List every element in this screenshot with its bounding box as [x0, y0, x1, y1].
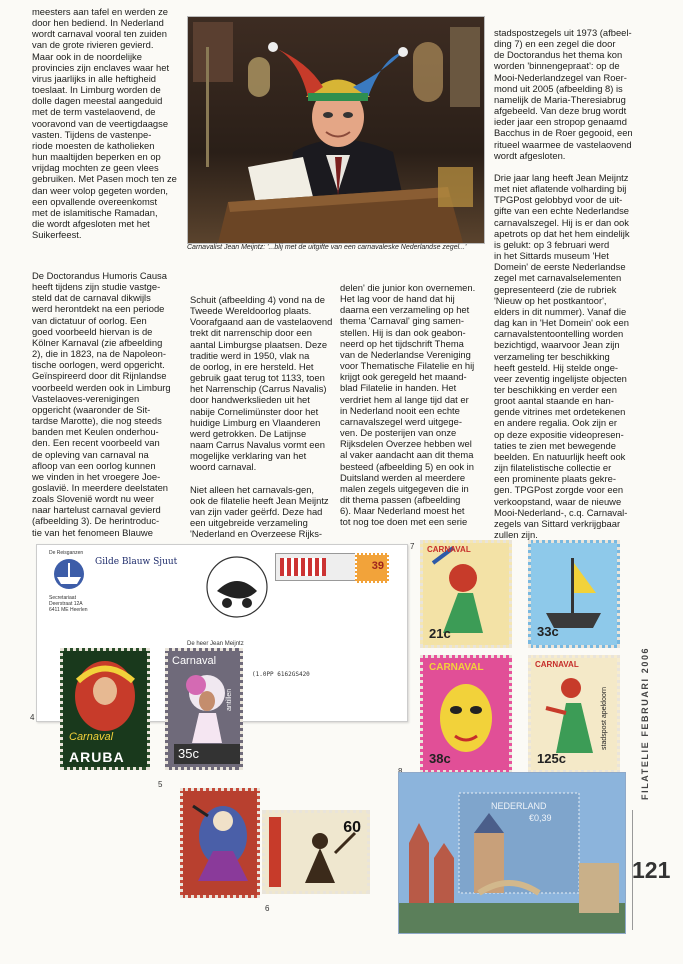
sheet-country: NEDERLAND: [491, 801, 547, 811]
stamp-antillen-title: Carnaval: [172, 655, 217, 667]
barcode-text: (1.0PP 6162GS420: [252, 671, 310, 678]
column-4-top-text: stadspostzegels uit 1973 (afbeel- ding 7) en een zegel die door de Doctorandus het thema kon worden 'binnengepraat': op de Mooi-Nederlandzegel van Roer- mond uit 2005 (afbeelding 8) is namelijk de Maria-Theresiabrug afgebeeld. Van deze brug wordt ieder jaar een stropop genaamd Bacchus in de Roer gegooid, een ritueel waarmee de vastelaovend wordt afgesloten.: [494, 27, 633, 161]
stamp-21c-title: CARNAVAL: [427, 545, 471, 554]
column-2-text: Schuit (afbeelding 4) vond na de Tweede Wereldoorlog plaats. Voorafgaand aan de vastelaovend trekt dit narrenschip door een aantal Limburgse plaatsen. Deze traditie werd in 1950, vlak na de oorlog, in ere hersteld. Het gebruik gaat terug tot 1133, toen het Narrenschip (Carrus Navalis) door handwerkslieden uit het nabije Cornelimünster door het huidige Limburg en Vlaanderen werd getrokken. De Latijnse naam Carrus Navalus vormt een mogelijke verklaring van het woord carnaval. Niet alleen het carnavals-gen, ook de filatelie heeft Jean Meijntz van zijn vader geërfd. Deze had een uitgebreide verzameling 'Nederland en Overzeese Rijks-: [190, 294, 333, 540]
stamp-38c-value: 38c: [429, 751, 451, 766]
stamp-aruba-word: Carnaval: [69, 731, 114, 743]
stamp-125c-title: CARNAVAL: [535, 660, 579, 669]
stamp-apeldoorn-33c: [528, 540, 620, 648]
stamp-antillen: [165, 648, 243, 770]
running-footer: FILATELIE FEBRUARI 2006: [640, 646, 650, 800]
mooi-nederland-sheet: [398, 772, 626, 934]
figure-number-4: 4: [30, 713, 35, 722]
franking-stamp: [355, 553, 389, 583]
figure-number-5: 5: [158, 780, 163, 789]
franking-value: 39: [371, 560, 384, 572]
stamp-38c-title: CARNAVAL: [429, 662, 484, 673]
sender-title: Gilde Blauw Sjuut: [95, 557, 178, 567]
column-4-bottom-text: Drie jaar lang heeft Jean Meijntz met niet aflatende volharding bij TPGPost gelobbyd voor de uit- gifte van een echte Nederlandse carnavalszegel. Hij is er dan ook apetrots op dat het hem eindelijk is gelukt: op 3 februari werd in het Sittards museum 'Het Domein' de eerste Nederlandse zegel met carnavalselementen gepresenteerd (zie de rubriek 'Nieuw op het postkantoor', elders in dit nummer). Vanaf die dag kan in 'Het Domein' ook een carnavalstentoontelling worden bezichtigd, waarvoor Jean zijn verzameling ter beschikking heeft gesteld. Hij stelde onge- veer zeventig ingelijste objecten ter beschikking en verder een groot aantal staande en han- gende vitrines met ordetekenen en andere regalia. Ook zijn er op deze expositie videopresen- taties te zien met bewegende beelden. En natuurlijk heeft ook zijn filatelistische collectie er een prominente plaats gekre- gen. TPGPost zorgde voor een verkoopstand, waar de nieuwe Mooi-Nederland-, c.q. Carnaval- zegels van Sittard verkrijgbaar zullen zijn.: [494, 172, 630, 540]
stamp-german-1-art: [183, 791, 257, 895]
figure-number-7: 7: [410, 542, 415, 551]
sheet-value: €0,39: [529, 813, 552, 823]
photo-jean-meijntz: [187, 16, 485, 244]
stamp-aruba-country: ARUBA: [69, 749, 125, 765]
stamp-antillen-value: 35c: [178, 746, 199, 761]
column-1-bottom-text: De Doctorandus Humoris Causa heeft tijdens zijn studie vastge- steld dat de carnaval dikwijls werd herontdekt na een periode van dictatuur of oorlog. Een goed voorbeeld hiervan is de Kölner Karnaval (zie afbeelding 2), die in 1823, na de Napoleon- tische oorlogen, werd opgericht. Geïnspireerd door dit Rijnlandse voorbeeld werden ook in Limburg Vastelaoves-verenigingen opgericht (waaronder de Sit- tardse Marotte), die nog steeds banden met Keulen onderhou- den. Een recent voorbeeld van de opleving van carnaval na afloop van een oorlog kunnen we vinden in het vroegere Joe- goslavië. In meerdere deelstaten zoals Slovenië wordt nu weer naar hartelust carnaval gevierd (afbeelding 3). De herintroduc- tie van het fenomeen Blauwe: [32, 270, 171, 538]
ship-logo-icon: [49, 557, 89, 591]
stamp-antillen-country: antillen: [226, 688, 233, 711]
page-number: 121: [632, 857, 671, 883]
sender-org: De Reisganzen: [49, 550, 84, 556]
stamp-apeldoorn-125c: [528, 655, 620, 773]
photo-scene: [188, 17, 484, 243]
stamp-apeldoorn-38c: [420, 655, 512, 773]
stamp-apeldoorn-21c: [420, 540, 512, 648]
stamp-21c-value: 21c: [429, 626, 451, 641]
figure-number-6: 6: [265, 904, 270, 913]
stamp-aruba: [60, 648, 150, 770]
column-3-text: delen' die junior kon overnemen. Het lag voor de hand dat hij daarna een verzameling op het thema 'Carnaval' ging samen- stellen. Hij is dan ook geabon- neerd op het tijdschrift Thema van de Nederlandse Vereniging voor Thematische Filatelie en hij krijgt ook geregeld het maand- blad Filatelie in handen. Het verdriet hem al lange tijd dat er in Nederland nooit een echte carnavalszegel werd uitgege- ven. De posterijen van onze Rijksdelen Overzee hebben wel al vaker aandacht aan dit thema besteed (afbeelding 5) en ook in Duitsland werden al meerdere malen zegels uitgegeven die in dit thema passen (afbeelding 6). Maar Nederland moest het tot nog toe doen met een serie: [340, 282, 476, 528]
stamp-125c-value: 125c: [537, 751, 566, 766]
stamp-33c-value: 33c: [537, 624, 559, 639]
addressee: De heer Jean Meijntz: [187, 641, 244, 647]
stamp-german-2: [262, 810, 370, 894]
column-1-top-text: meesters aan tafel en werden ze door hen bediend. In Nederland wordt carnaval vooral ten zuiden van de grote rivieren gevierd. Maar ook in de noordelijke provincies zijn enclaves waar het virus jaarlijks in alle heftigheid toeslaat. In Limburg worden de dolle dagen meestal aangeduid met de term vastelaovend, de vooravond van de veertigdaagse vasten. Tijdens de vastenpe- riode moesten de katholieken hun maaltijden beperken en op vrijdag mochten ze geen vlees gebruiken. Met Pasen moch ten ze dan weer volop gegeten worden, een opvallende overeenkomst met de islamitische Ramadan, die wordt afgesloten met het Suikerfeest.: [32, 6, 177, 241]
stamp-german-2-value: 60: [343, 819, 361, 836]
postmark-icon: [187, 551, 287, 623]
sender-address: Secretariaat Deerstraat 12A 6411 ME Heerlen: [49, 595, 88, 613]
stamp-german-1: [180, 788, 260, 898]
stamp-125c-city: stadspost apeldoorn: [601, 686, 608, 750]
mooi-nederland-art: [399, 773, 625, 933]
franking-label: [275, 553, 357, 581]
photo-caption: Carnavalist Jean Meijntz: '...blij met de uitgifte van een carnavaleske Nederlandse zegel...': [187, 244, 467, 251]
